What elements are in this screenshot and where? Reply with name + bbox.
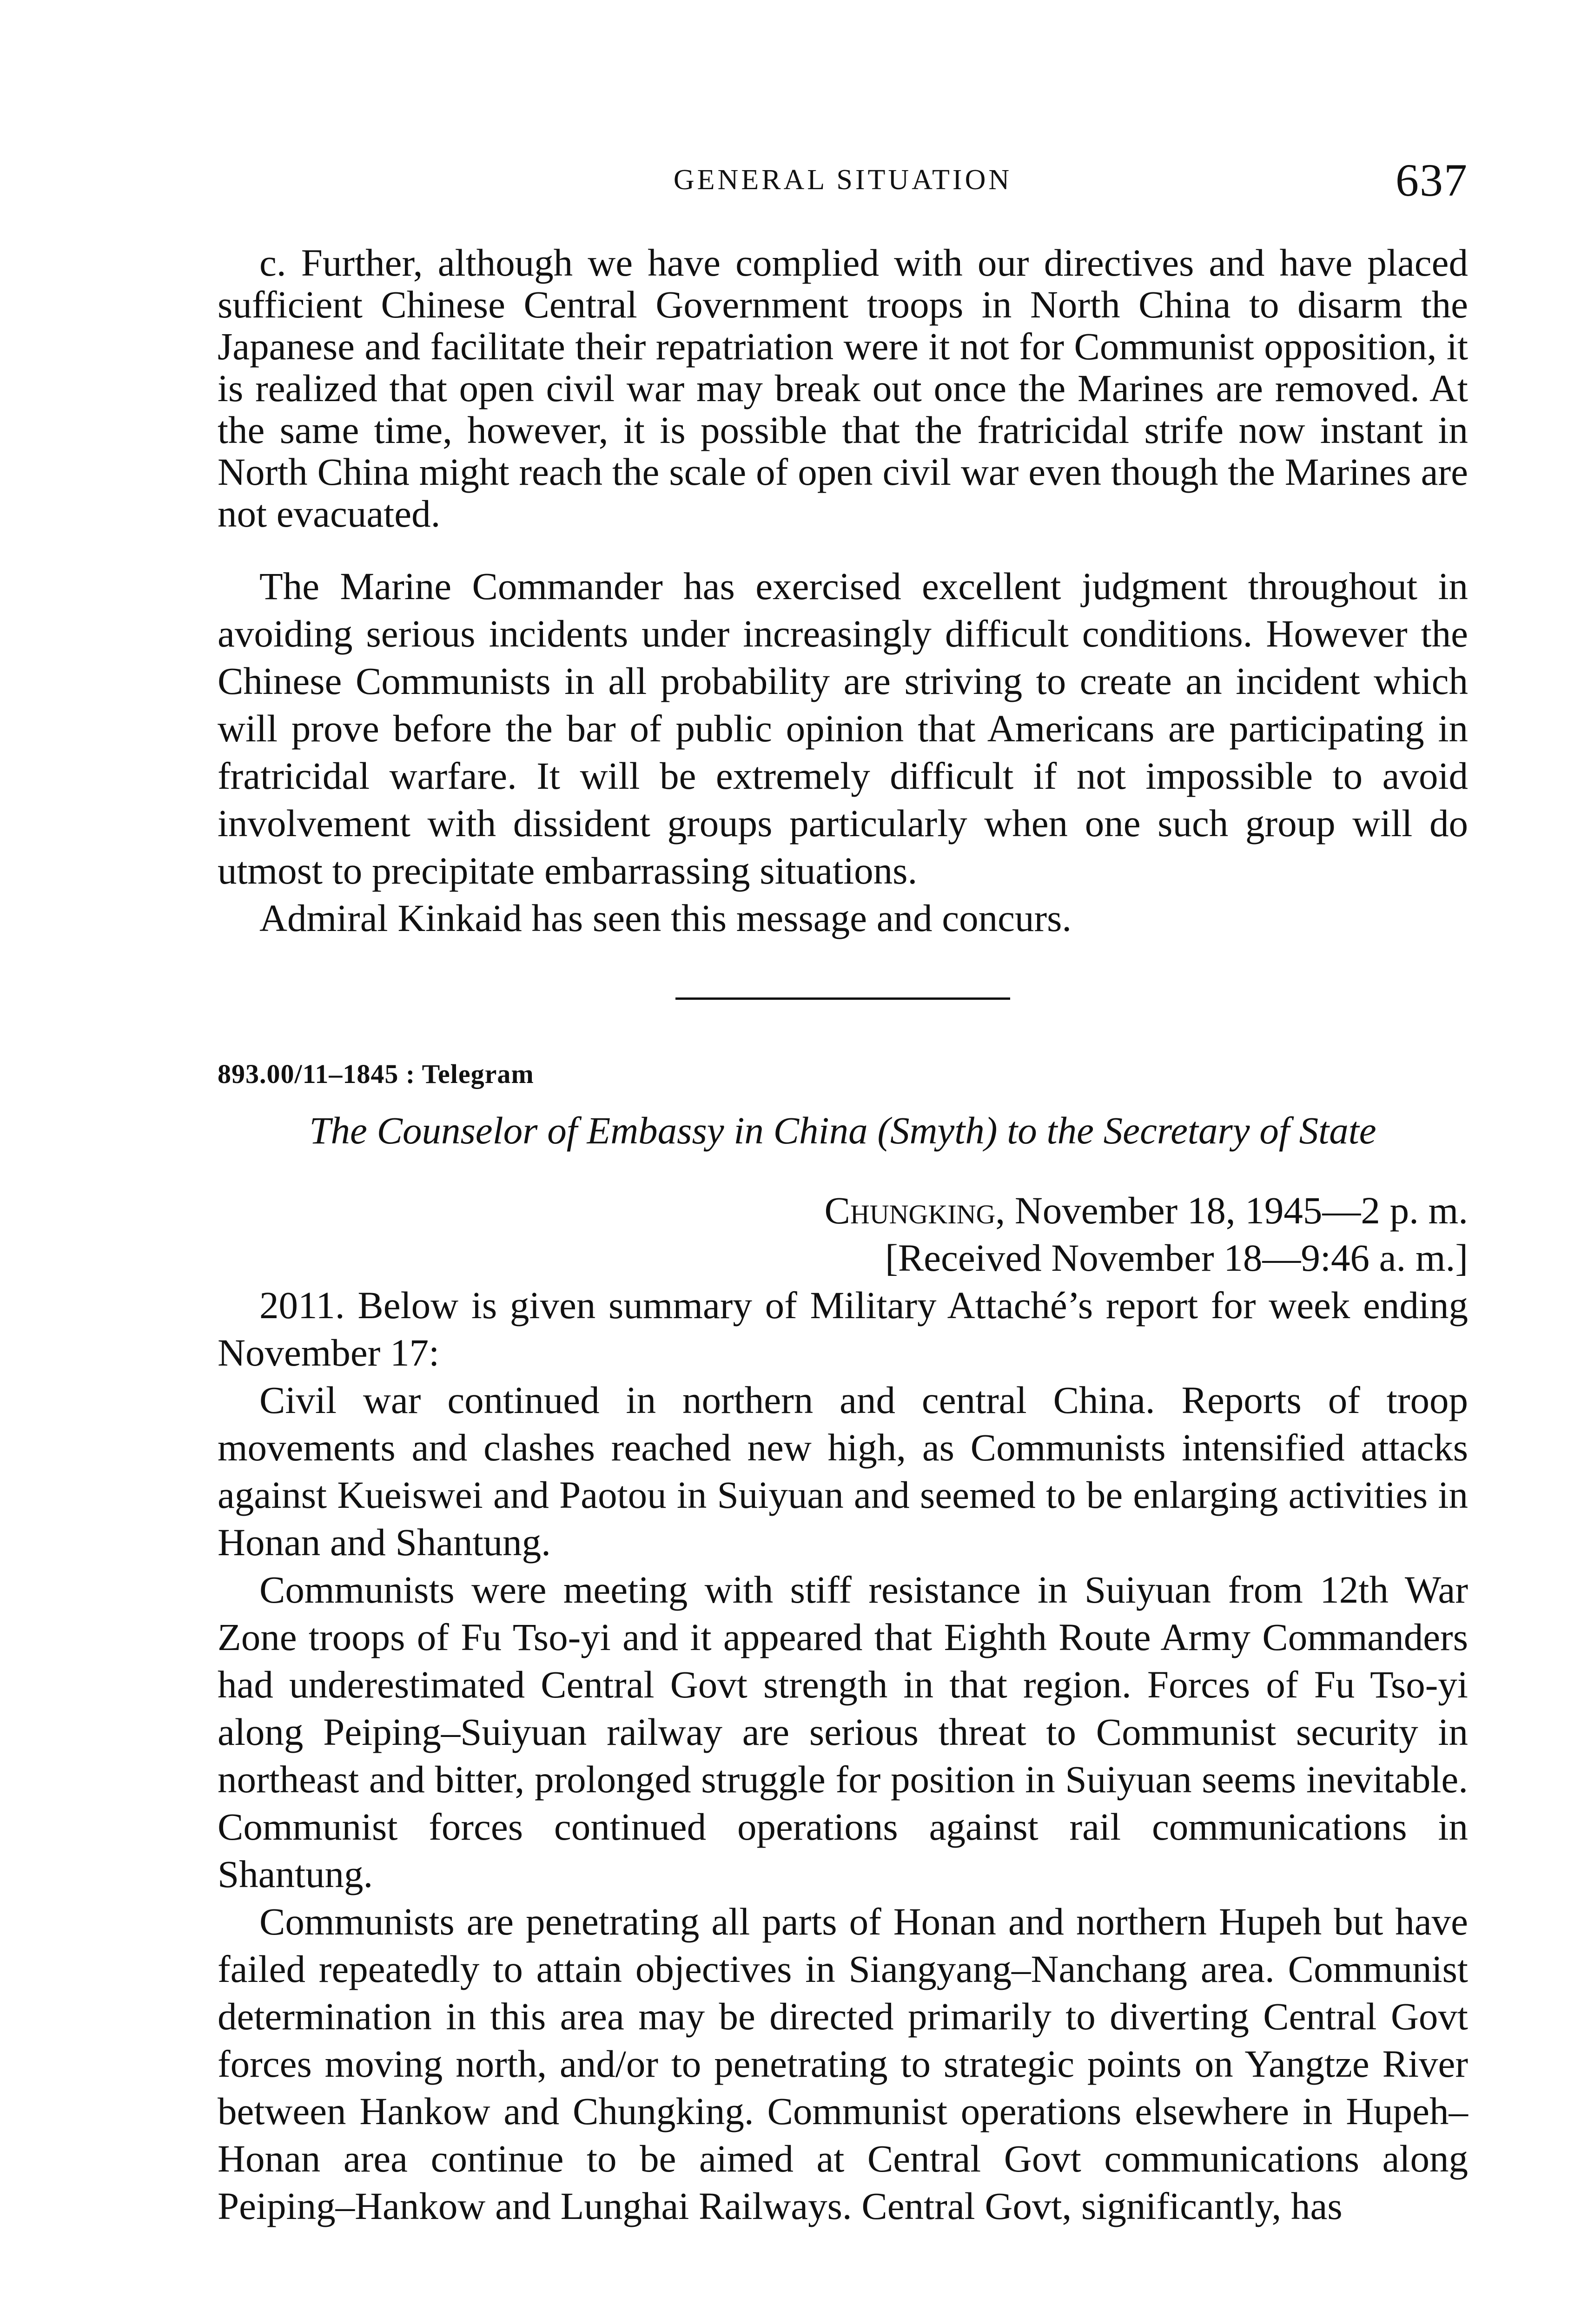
received-line: [Received November 18—9:46 a. m.] bbox=[885, 1236, 1468, 1279]
running-head: GENERAL SITUATION bbox=[673, 164, 1012, 196]
dateline-place: Chungking, bbox=[824, 1189, 1005, 1232]
paragraph-suiyuan: Communists were meeting with stiff resistance in Suiyuan from 12th War Zone troops of Fu Tso-yi and it appeared that Eighth Route Army Commanders had underestimated Central Govt strength in that region. Forces of Fu Tso-yi along Peiping–Suiyuan railway are serious threat to Communist security in northeast and bitter, prolonged struggle for position in Suiyuan seems inevitable. Communist forces continued operations against rail communications in Shantung. bbox=[218, 1568, 1468, 1895]
paragraph-civil-war: Civil war continued in northern and central China. Reports of troop movements and clashes reached new high, as Communists intensified attacks against Kueiswei and Paotou in Suiyuan and seemed to be enlarging activities in Honan and Shantung. bbox=[218, 1379, 1468, 1564]
page-body bbox=[218, 242, 1468, 2230]
dateline-date: November 18, 1945—2 p. m. bbox=[1014, 1189, 1468, 1232]
paragraph-c-further: c. Further, although we have complied with our directives and have placed sufficient Chinese Central Government troops in North China to disarm the Japanese and facilitate their repatriation were it not for Communist opposition, it is realized that open civil war may break out once the Marines are removed. At the same time, however, it is possible that the fratricidal strife now instant in North China might reach the scale of open civil war even though the Marines are not evacuated. bbox=[218, 241, 1468, 535]
document-file-reference: 893.00/11–1845 : Telegram bbox=[218, 1059, 534, 1089]
page-number: 637 bbox=[1396, 154, 1468, 206]
paragraph-honan-hupeh: Communists are penetrating all parts of Honan and northern Hupeh but have failed repeatedly to attain objectives in Siangyang–Nanchang area. Communist determination in this area may be directed primarily to diverting Central Govt forces moving north, and/or to penetrating to strategic points on Yangtze River between Hankow and Chungking. Communist operations elsewhere in Hupeh–Honan area continue to be aimed at Central Govt communications along Peiping–Hankow and Lunghai Railways. Central Govt, significantly, has bbox=[218, 1900, 1468, 2227]
paragraph-kinkaid: Admiral Kinkaid has seen this message and concurs. bbox=[259, 897, 1072, 939]
page-header bbox=[218, 153, 1468, 209]
dateline bbox=[218, 1187, 1468, 1234]
document-title: The Counselor of Embassy in China (Smyth) to the Secretary of State bbox=[309, 1109, 1376, 1152]
paragraph-2011-summary: 2011. Below is given summary of Military Attaché’s report for week ending November 17: bbox=[218, 1284, 1468, 1374]
paragraph-marine-commander: The Marine Commander has exercised excellent judgment throughout in avoiding serious incidents under increasingly difficult conditions. However the Chinese Communists in all probability are striving to create an incident which will prove before the bar of public opinion that Americans are participating in fratricidal warfare. It will be extremely difficult if not impossible to avoid involvement with dissident groups particularly when one such group will do utmost to precipitate embarrassing situations. bbox=[218, 565, 1468, 892]
